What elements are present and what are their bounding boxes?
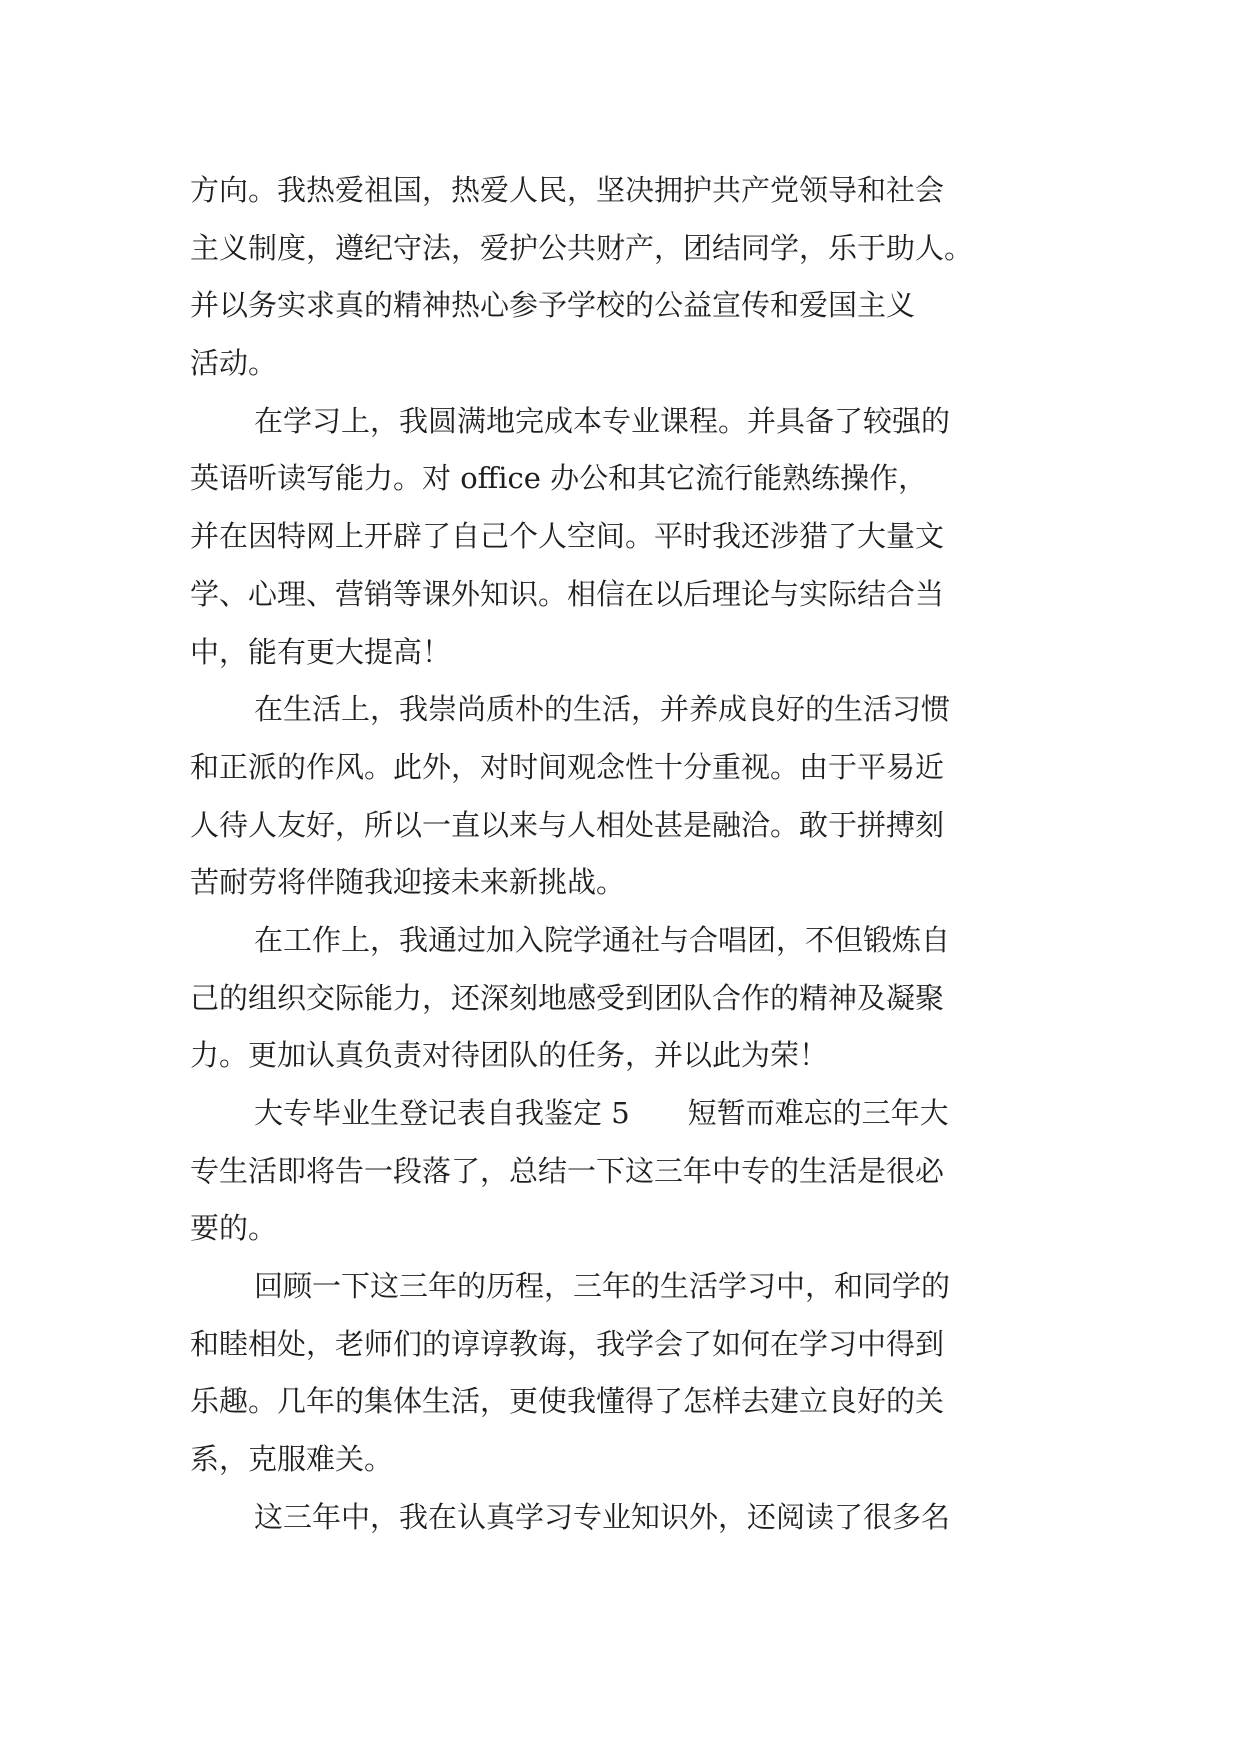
body-text [190, 162, 1052, 1547]
text-line: 己的组织交际能力，还深刻地感受到团队合作的精神及凝聚 [190, 980, 945, 1015]
text-line: 专生活即将告一段落了，总结一下这三年中专的生活是很必 [190, 1153, 945, 1188]
paragraph-first-line: 在生活上，我崇尚质朴的生活，并养成良好的生活习惯 [254, 692, 951, 727]
text-line: 主义制度，遵纪守法，爱护公共财产，团结同学，乐于助人。 [190, 230, 974, 265]
section-heading-line: 大专毕业生登记表自我鉴定 5 短暂而难忘的三年大 [254, 1096, 949, 1130]
text-line: 人待人友好，所以一直以来与人相处甚是融洽。敢于拼搏刻 [190, 807, 945, 842]
paragraph-first-line: 这三年中，我在认真学习专业知识外，还阅读了很多名 [254, 1499, 951, 1534]
text-line: 力。更加认真负责对待团队的任务，并以此为荣！ [190, 1038, 829, 1073]
text-line: 和正派的作风。此外，对时间观念性十分重视。由于平易近 [190, 749, 945, 784]
text-line: 要的。 [190, 1211, 278, 1246]
text-line: 苦耐劳将伴随我迎接未来新挑战。 [190, 865, 626, 900]
paragraph-first-line: 回顾一下这三年的历程，三年的生活学习中，和同学的 [254, 1269, 951, 1304]
text-line: 英语听读写能力。对 office 办公和其它流行能熟练操作， [190, 461, 928, 496]
text-line: 系，克服难关。 [190, 1442, 394, 1477]
text-line: 和睦相处，老师们的谆谆教诲，我学会了如何在学习中得到 [190, 1326, 945, 1361]
text-line: 并在因特网上开辟了自己个人空间。平时我还涉猎了大量文 [190, 519, 945, 554]
text-line: 方向。我热爱祖国，热爱人民，坚决拥护共产党领导和社会 [190, 173, 945, 207]
text-line: 活动。 [190, 346, 278, 381]
text-line: 并以务实求真的精神热心参予学校的公益宣传和爱国主义 [190, 288, 916, 323]
text-line: 乐趣。几年的集体生活，更使我懂得了怎样去建立良好的关 [190, 1384, 945, 1419]
paragraph-first-line: 在工作上，我通过加入院学通社与合唱团，不但锻炼自 [254, 922, 951, 957]
text-line: 中，能有更大提高！ [190, 634, 452, 669]
text-line: 学、心理、营销等课外知识。相信在以后理论与实际结合当 [190, 576, 945, 611]
paragraph-first-line: 在学习上，我圆满地完成本专业课程。并具备了较强的 [254, 403, 951, 438]
